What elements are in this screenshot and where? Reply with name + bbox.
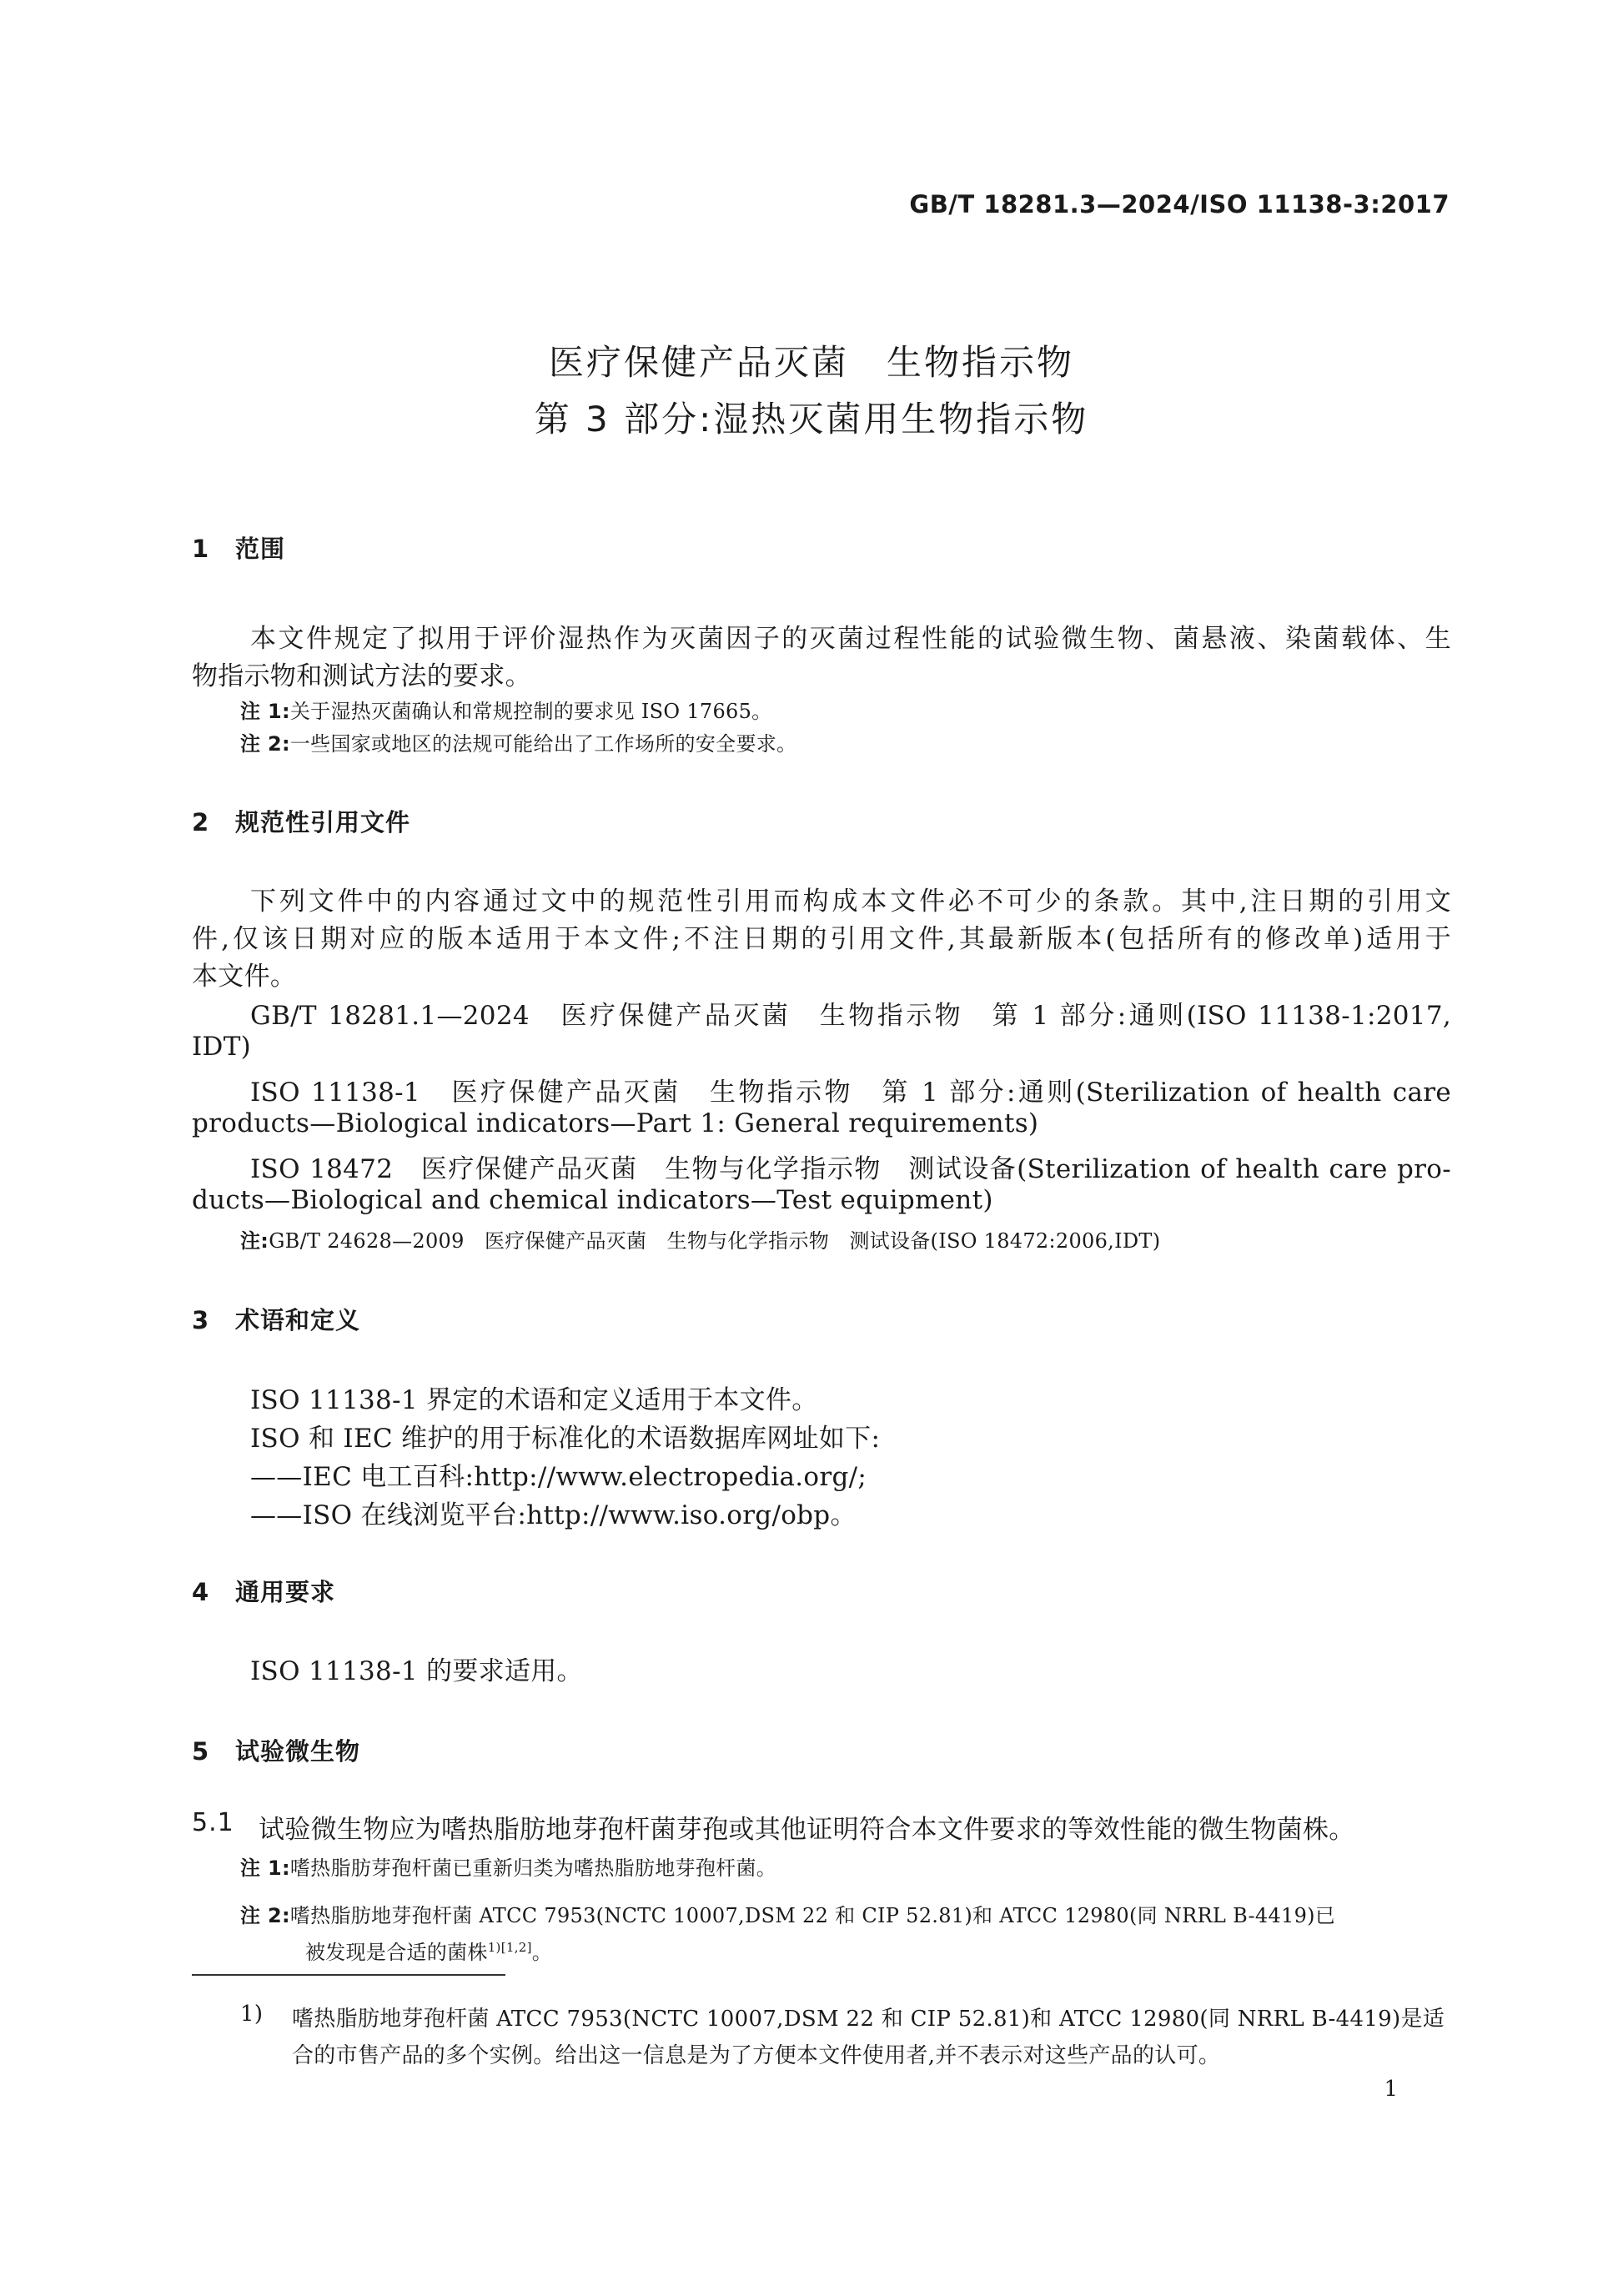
document-title-line2: 第 3 部分:湿热灭菌用生物指示物	[534, 399, 1089, 440]
scope-note-1: 注 1:关于湿热灭菌确认和常规控制的要求见 ISO 17665。	[240, 700, 772, 723]
footnote-marker: 1)	[240, 2002, 264, 2027]
section-3-heading: 3 术语和定义	[192, 1306, 361, 1334]
section-2-heading: 2 规范性引用文件	[192, 808, 411, 837]
section-title: 范围	[235, 535, 286, 563]
scope-note-2: 注 2:一些国家或地区的法规可能给出了工作场所的安全要求。	[240, 732, 797, 756]
normref-paragraph-line1: 下列文件中的内容通过文中的规范性引用而构成本文件必不可少的条款。其中,注日期的引用文	[250, 887, 1451, 917]
terms-link-iec: ——IEC 电工百科:http://www.electropedia.org/;	[250, 1462, 867, 1492]
footnote-separator	[192, 1974, 505, 1976]
terms-line1: ISO 11138-1 界定的术语和定义适用于本文件。	[250, 1385, 818, 1415]
reference-1-line1: GB/T 18281.1—2024 医疗保健产品灭菌 生物指示物 第 1 部分:通则(ISO 11138-1:2017,	[250, 1001, 1451, 1031]
normref-paragraph-line3: 本文件。	[192, 962, 297, 992]
section-number: 1	[192, 535, 210, 563]
clause-5-1-note-2-line2: 被发现是合适的菌株$^{1)[1,2]}$。	[305, 1940, 553, 1964]
normref-paragraph-line2: 件,仅该日期对应的版本适用于本文件;不注日期的引用文件,其最新版本(包括所有的修改单)适用于	[192, 924, 1451, 954]
reference-2-line1: ISO 11138-1 医疗保健产品灭菌 生物指示物 第 1 部分:通则(Sterilization of health care	[250, 1078, 1451, 1108]
document-title-line1: 医疗保健产品灭菌 生物指示物	[548, 342, 1074, 383]
section-5-heading: 5 试验微生物	[192, 1737, 361, 1766]
section-4-heading: 4 通用要求	[192, 1578, 336, 1606]
footnote-line2: 合的市售产品的多个实例。给出这一信息是为了方便本文件使用者,并不表示对这些产品的认可。	[292, 2043, 1221, 2068]
terms-link-iso: ——ISO 在线浏览平台:http://www.iso.org/obp。	[250, 1500, 857, 1530]
normref-note: 注:GB/T 24628—2009 医疗保健产品灭菌 生物与化学指示物 测试设备(ISO 18472:2006,IDT)	[240, 1229, 1161, 1253]
clause-5-1-note-2-line1: 注 2:嗜热脂肪地芽孢杆菌 ATCC 7953(NCTC 10007,DSM 22 和 CIP 52.81)和 ATCC 12980(同 NRRL B-4419)已	[240, 1904, 1336, 1927]
reference-3-line2: ducts—Biological and chemical indicators—Test equipment)	[192, 1185, 993, 1215]
section-1-heading	[192, 530, 285, 565]
clause-5-1-note-1: 注 1:嗜热脂肪芽孢杆菌已重新归类为嗜热脂肪地芽孢杆菌。	[240, 1856, 777, 1880]
general-requirements-text: ISO 11138-1 的要求适用。	[250, 1656, 583, 1686]
footnote-reference: 1)[1,2]	[487, 1940, 532, 1955]
reference-3-line1: ISO 18472 医疗保健产品灭菌 生物与化学指示物 测试设备(Sterilization of health care pro-	[250, 1154, 1451, 1184]
clause-5-1-text: 试验微生物应为嗜热脂肪地芽孢杆菌芽孢或其他证明符合本文件要求的等效性能的微生物菌株。	[259, 1815, 1355, 1845]
document-number: GB/T 18281.3—2024/ISO 11138-3:2017	[909, 190, 1450, 219]
page-number: 1	[1384, 2077, 1398, 2102]
reference-2-line2: products—Biological indicators—Part 1: General requirements)	[192, 1108, 1039, 1138]
reference-1-line2: IDT)	[192, 1032, 252, 1062]
scope-paragraph-line1: 本文件规定了拟用于评价湿热作为灭菌因子的灭菌过程性能的试验微生物、菌悬液、染菌载体、生	[250, 624, 1451, 654]
terms-line2: ISO 和 IEC 维护的用于标准化的术语数据库网址如下:	[250, 1424, 881, 1454]
clause-5-1-number: 5.1	[192, 1808, 234, 1837]
scope-paragraph-line2: 物指示物和测试方法的要求。	[192, 661, 531, 691]
footnote-line1: 嗜热脂肪地芽孢杆菌 ATCC 7953(NCTC 10007,DSM 22 和 CIP 52.81)和 ATCC 12980(同 NRRL B-4419)是适	[292, 2007, 1445, 2032]
